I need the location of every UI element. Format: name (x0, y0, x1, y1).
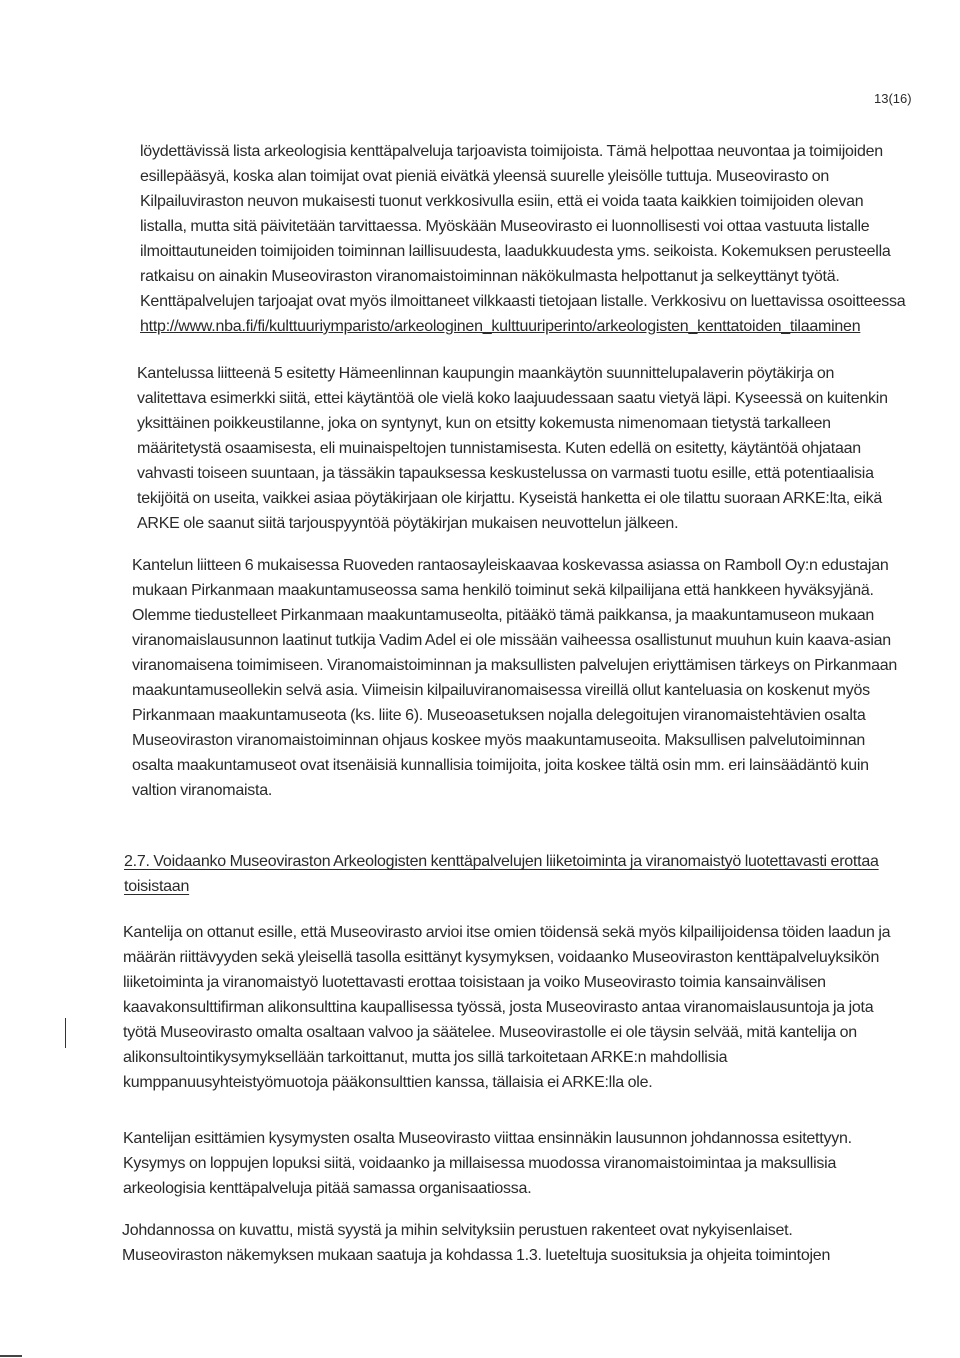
paragraph-6 (122, 1218, 892, 1268)
page-number: 13(16) (874, 91, 912, 106)
paragraph-4 (123, 920, 893, 1095)
section-heading-text: 2.7. Voidaanko Museoviraston Arkeologisten kenttäpalvelujen liiketoiminta ja viranomaistyö luotettavasti erottaa toisistaan (124, 853, 879, 895)
paragraph-1 (140, 139, 910, 339)
scan-edge-mark (0, 1355, 22, 1357)
paragraph-4-text: Kantelija on ottanut esille, että Museovirasto arvioi itse omien töidensä sekä myös kilpailijoidensa töiden laadun ja määrän riittävyyden sekä yleisellä tasolla esittänyt kysymyksen, voidaanko Museoviraston kenttäpalveluyksikön liiketoiminta ja viranomaistyö luotettavasti erottaa toisistaan ja voiko Museovirasto toimia kansainvälisen kaavakonsulttifirman alikonsulttina kaupallisessa työssä, josta Museovirasto antaa viranomaislausuntoja ja jota työtä Museovirasto omalta osaltaan valvoo ja säätelee. Museovirastolle ei ole täysin selvää, mitä kantelija on alikonsultointikysymyksellään tarkoittanut, mutta jos sillä tarkoitetaan ARKE:n mahdollisia kumppanuusyhteistyömuotoja pääkonsulttien kanssa, tällaisia ei ARKE:lla ole. (123, 924, 891, 1091)
paragraph-5 (123, 1126, 893, 1201)
paragraph-2 (137, 361, 907, 536)
paragraph-2-text: Kantelussa liitteenä 5 esitetty Hämeenlinnan kaupungin maankäytön suunnittelupalaverin pöytäkirja on valitettava esimerkki siitä, ettei käytäntöä ole vielä koko laajuudessaan saatu vietyä läpi. Kyseessä on kuitenkin yksittäinen poikkeustilanne, joka on syntynyt, kun on etsitty kokemusta nimenomaan tietystä tarkalleen määritetystä osaamisesta, eli muinaispeltojen tunnistamisesta. Kuten edellä on esitetty, käytäntöä ohjataan vahvasti toiseen suuntaan, ja tässäkin tapauksessa keskustelussa on varmasti tuotu esille, että potentiaalisia tekijöitä on useita, vaikkei asiaa pöytäkirjaan ole kirjattu. Kyseistä hanketta ei ole tilattu suoraan ARKE:lta, eikä ARKE ole saanut siitä tarjouspyyntöä pöytäkirjan mukaisen neuvottelun jälkeen. (137, 365, 888, 532)
paragraph-5-text: Kantelijan esittämien kysymysten osalta Museovirasto viittaa ensinnäkin lausunnon johdannossa esitettyyn. Kysymys on loppujen lopuksi siitä, voidaanko ja millaisessa muodossa viranomaistoimintaa ja maksullisia arkeologisia kenttäpalveluja pitää samassa organisaatiossa. (123, 1130, 852, 1197)
paragraph-3 (132, 553, 902, 803)
verkkosivu-link[interactable]: http://www.nba.fi/fi/kulttuuriymparisto/arkeologinen_kulttuuriperinto/arkeologisten_kenttatoiden_tilaaminen (140, 318, 861, 335)
margin-change-bar (65, 1018, 66, 1048)
section-heading (124, 849, 894, 899)
paragraph-1-text: löydettävissä lista arkeologisia kenttäpalveluja tarjoavista toimijoista. Tämä helpottaa neuvontaa ja toimijoiden esillepääsyä, koska alan toimijat ovat pieniä eivätkä yleensä suurelle yleisölle tuttuja. Museovirasto on Kilpailuviraston neuvon mukaisesti tuonut verkkosivulla esiin, että ei voida taata kaikkien toimijoiden olevan listalla, mutta sitä päivitetään tarvittaessa. Myöskään Museovirasto ei luonnollisesti voi ottaa vastuuta listalle ilmoittautuneiden toimijoiden toiminnan laillisuudesta, laadukkuudesta yms. seikoista. Kokemuksen perusteella ratkaisu on ainakin Museoviraston viranomaistoiminnan näkökulmasta helpottanut ja selkeyttänyt työtä. Kenttäpalvelujen tarjoajat ovat myös ilmoittaneet vilkkaasti tietojaan listalle. Verkkosivu on luettavissa osoitteessa (140, 143, 906, 310)
paragraph-6-text: Johdannossa on kuvattu, mistä syystä ja mihin selvityksiin perustuen rakenteet ovat nykyisenlaiset. Museoviraston näkemyksen mukaan saatuja ja kohdassa 1.3. lueteltuja suosituksia ja ohjeita toimintojen (122, 1222, 831, 1264)
paragraph-3-text: Kantelun liitteen 6 mukaisessa Ruoveden rantaosayleiskaavaa koskevassa asiassa on Ramboll Oy:n edustajan mukaan Pirkanmaan maakuntamuseossa sama henkilö toiminut sekä kilpailijana että hankkeen hyväksyjänä. Olemme tiedustelleet Pirkanmaan maakuntamuseolta, pitääkö tämä paikkansa, ja maakuntamuseon mukaan viranomaislausunnon laatinut tutkija Vadim Adel ei ole missään vaiheessa osallistunut muuhun kuin kaava-asian viranomaisena toimimiseen. Viranomaistoiminnan ja maksullisten palvelujen eriyttämisen tärkeys on Pirkanmaan maakuntamuseollekin selvä asia. Viimeisin kilpailuviranomaisessa vireillä ollut kanteluasia on koskenut myös Pirkanmaan maakuntamuseota (ks. liite 6). Museoasetuksen nojalla delegoitujen viranomaistehtävien osalta Museoviraston viranomaistoiminnan ohjaus koskee myös maakuntamuseoita. Maksullisen palvelutoiminnan osalta maakuntamuseot ovat itsenäisiä kunnallisia toimijoita, joita koskee tältä osin mm. eri lainsäädäntö kuin valtion viranomaista. (132, 557, 898, 799)
